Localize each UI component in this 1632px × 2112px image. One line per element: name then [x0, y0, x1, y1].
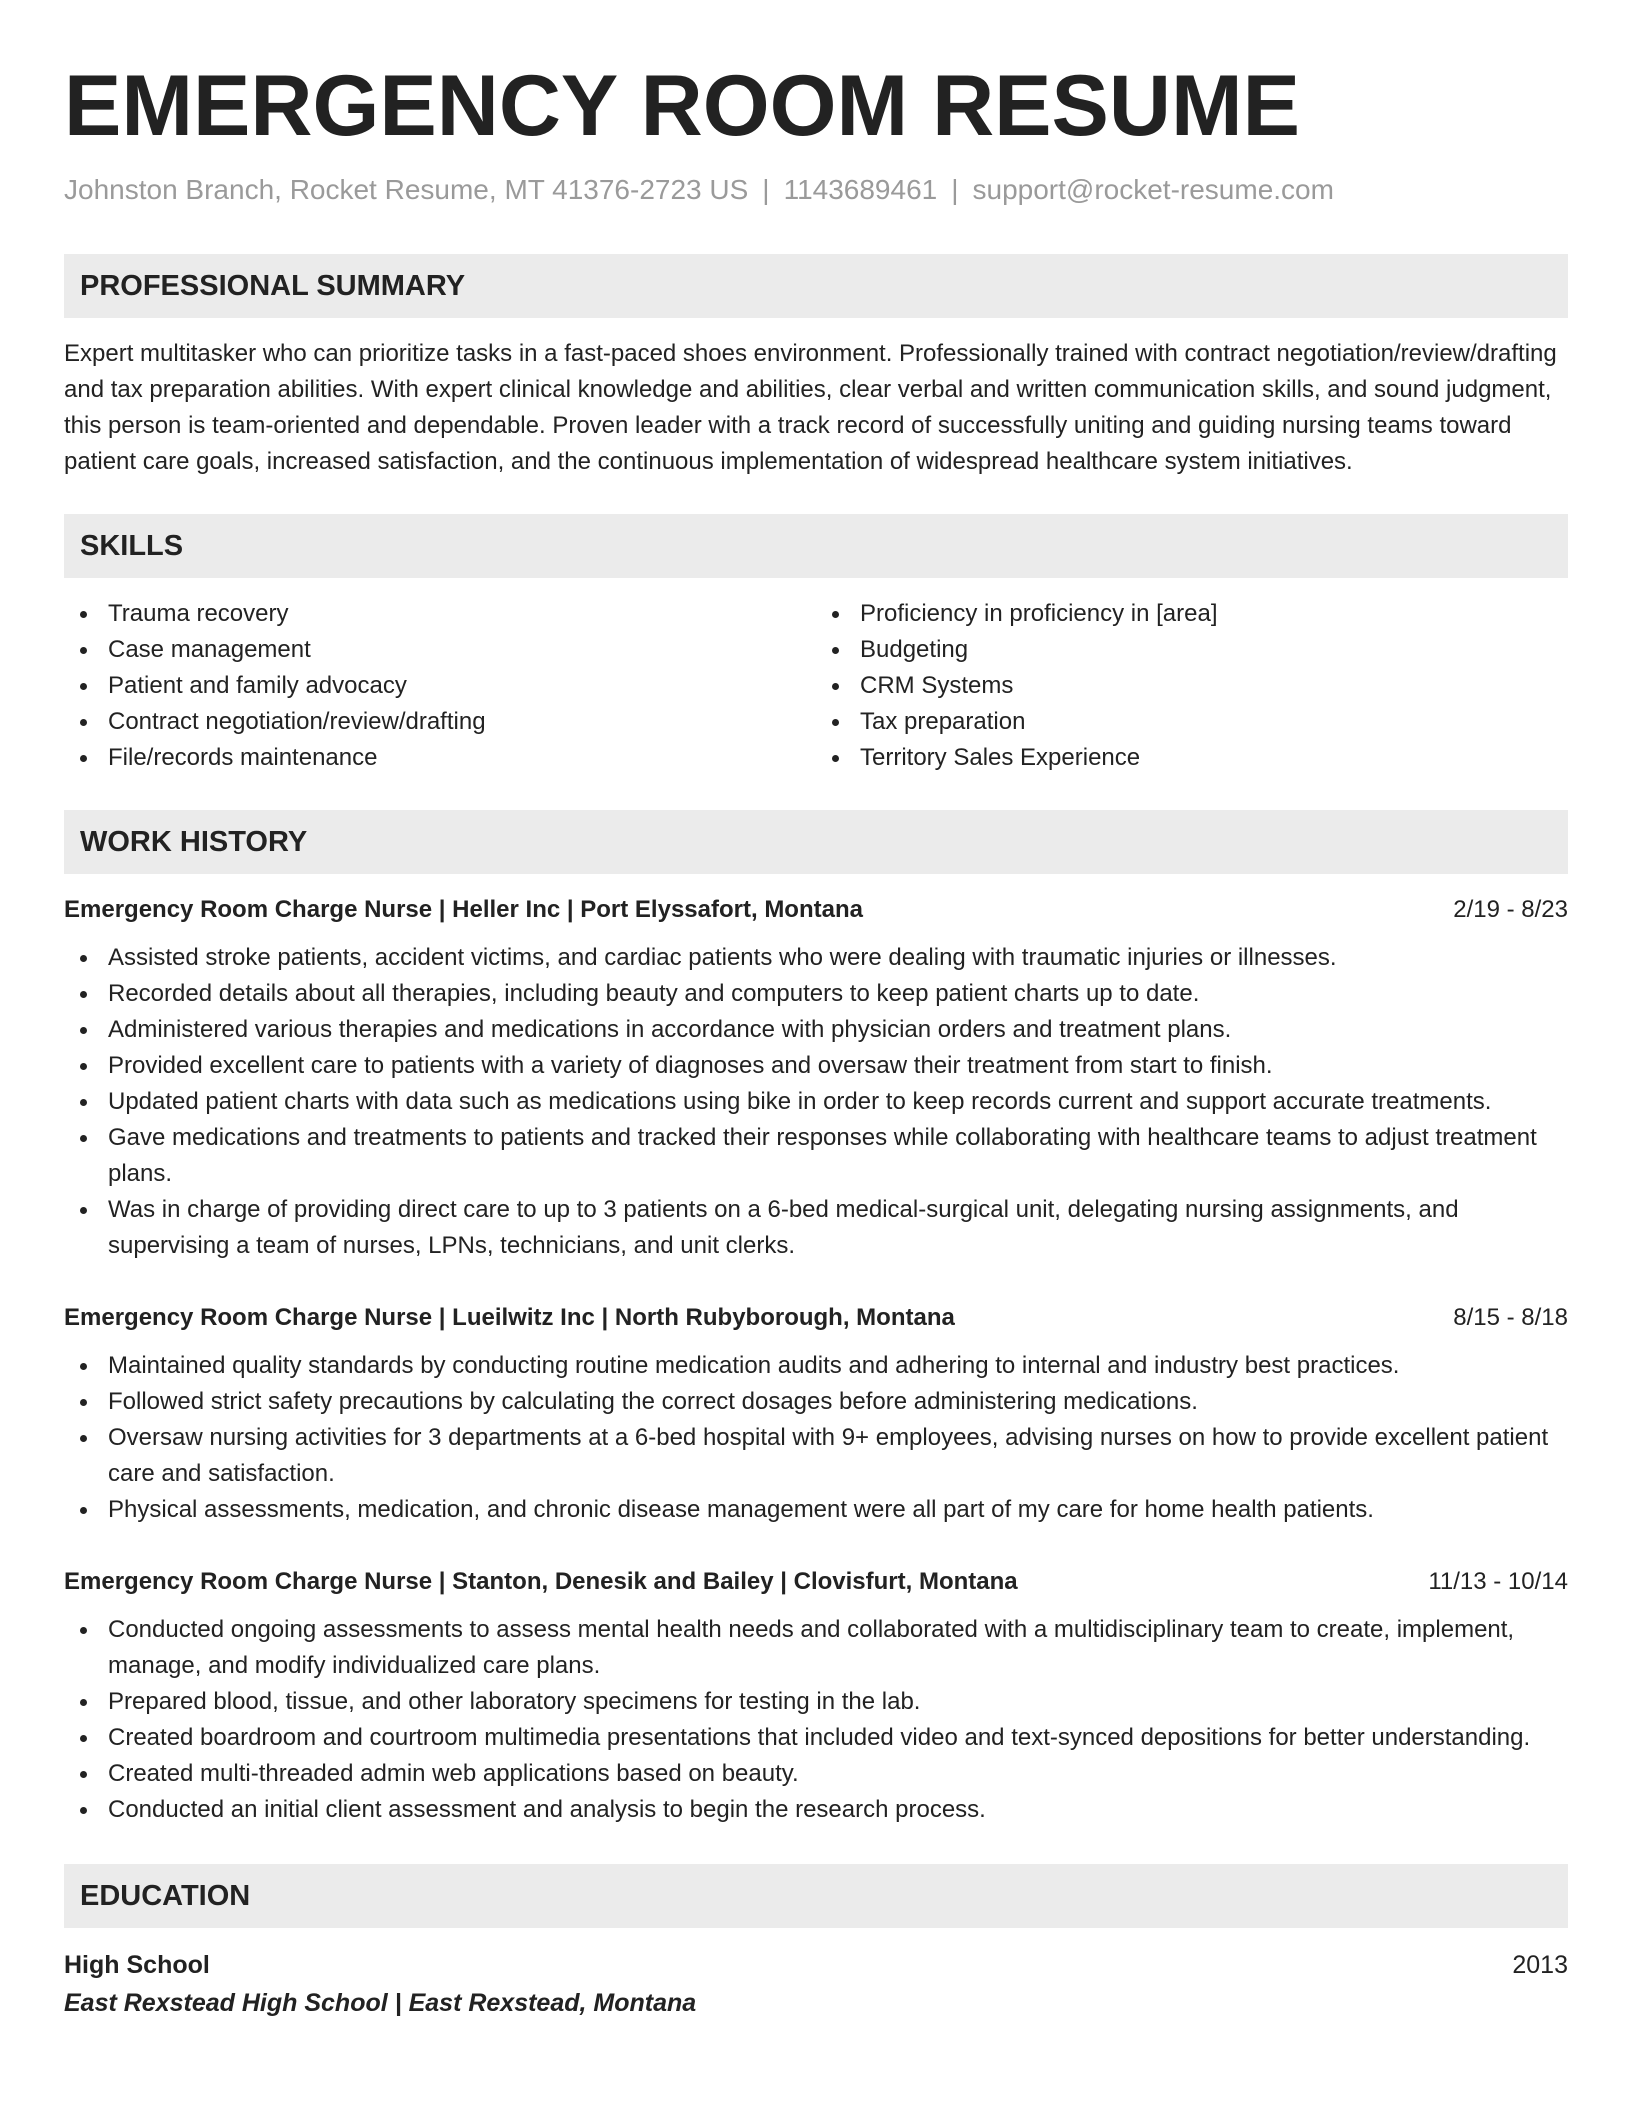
job-title: Emergency Room Charge Nurse | Heller Inc | Port Elyssafort, Montana: [64, 896, 863, 923]
job-entry: [64, 1564, 1568, 1828]
job-bullet: Administered various therapies and medications in accordance with physician orders and treatment plans.: [64, 1012, 1568, 1048]
job-bullet: Updated patient charts with data such as medications using bike in order to keep records current and support accurate treatments.: [64, 1084, 1568, 1120]
education-entry: [64, 1946, 1568, 2022]
job-bullet: Conducted ongoing assessments to assess mental health needs and collaborated with a multidisciplinary team to create, implement, manage, and modify individualized care plans.: [64, 1612, 1568, 1684]
job-bullet: Physical assessments, medication, and chronic disease management were all part of my care for home health patients.: [64, 1492, 1568, 1528]
job-dates: 2/19 - 8/23: [1453, 896, 1568, 923]
skill-item: Territory Sales Experience: [816, 740, 1568, 776]
job-bullet: Recorded details about all therapies, including beauty and computers to keep patient charts up to date.: [64, 976, 1568, 1012]
skill-item: Proficiency in proficiency in [area]: [816, 596, 1568, 632]
job-bullet: Prepared blood, tissue, and other laboratory specimens for testing in the lab.: [64, 1684, 1568, 1720]
job-dates: 8/15 - 8/18: [1453, 1304, 1568, 1331]
section-header-work-history: WORK HISTORY: [64, 810, 1568, 874]
contact-separator: |: [762, 174, 770, 205]
job-header: [64, 1300, 1568, 1336]
job-bullet: Gave medications and treatments to patients and tracked their responses while collaborating with healthcare teams to adjust treatment plans.: [64, 1120, 1568, 1192]
job-bullet: Maintained quality standards by conducting routine medication audits and adhering to internal and industry best practices.: [64, 1348, 1568, 1384]
section-header-skills: SKILLS: [64, 514, 1568, 578]
skill-item: Contract negotiation/review/drafting: [64, 704, 816, 740]
job-bullet: Provided excellent care to patients with a variety of diagnoses and oversaw their treatment from start to finish.: [64, 1048, 1568, 1084]
education-header: [64, 1946, 1568, 1984]
job-bullet: Conducted an initial client assessment and analysis to begin the research process.: [64, 1792, 1568, 1828]
job-bullet: Was in charge of providing direct care to up to 3 patients on a 6-bed medical-surgical unit, delegating nursing assignments, and supervising a team of nurses, LPNs, technicians, and unit clerks.: [64, 1192, 1568, 1264]
job-entry: [64, 892, 1568, 1264]
job-bullet: Created boardroom and courtroom multimedia presentations that included video and text-synced depositions for better understanding.: [64, 1720, 1568, 1756]
job-bullets: [64, 940, 1568, 1264]
skill-item: Tax preparation: [816, 704, 1568, 740]
job-bullet: Oversaw nursing activities for 3 departments at a 6-bed hospital with 9+ employees, advising nurses on how to provide excellent patient care and satisfaction.: [64, 1420, 1568, 1492]
job-header: [64, 892, 1568, 928]
job-dates: 11/13 - 10/14: [1428, 1568, 1568, 1595]
contact-phone: 1143689461: [783, 174, 938, 205]
job-bullet: Assisted stroke patients, accident victims, and cardiac patients who were dealing with traumatic injuries or illnesses.: [64, 940, 1568, 976]
job-header: [64, 1564, 1568, 1600]
skill-item: Case management: [64, 632, 816, 668]
resume-name: EMERGENCY ROOM RESUME: [64, 58, 1300, 154]
job-bullet: Created multi-threaded admin web applications based on beauty.: [64, 1756, 1568, 1792]
education-year: 2013: [1512, 1951, 1568, 1979]
job-bullet: Followed strict safety precautions by calculating the correct dosages before administering medications.: [64, 1384, 1568, 1420]
section-header-summary: PROFESSIONAL SUMMARY: [64, 254, 1568, 318]
contact-email: support@rocket-resume.com: [972, 174, 1334, 205]
skills-list: [64, 596, 1568, 776]
skills-column-right: [816, 596, 1568, 776]
job-entry: [64, 1300, 1568, 1528]
contact-address: Johnston Branch, Rocket Resume, MT 41376-2723 US: [64, 174, 749, 205]
skill-item: CRM Systems: [816, 668, 1568, 704]
contact-line: [64, 170, 1568, 210]
skills-column-left: [64, 596, 816, 776]
education-school: East Rexstead High School | East Rexstead, Montana: [64, 1989, 697, 2017]
skill-item: File/records maintenance: [64, 740, 816, 776]
job-title: Emergency Room Charge Nurse | Stanton, Denesik and Bailey | Clovisfurt, Montana: [64, 1568, 1018, 1595]
job-bullets: [64, 1348, 1568, 1528]
job-bullets: [64, 1612, 1568, 1828]
job-title: Emergency Room Charge Nurse | Lueilwitz Inc | North Rubyborough, Montana: [64, 1304, 955, 1331]
summary-text: Expert multitasker who can prioritize tasks in a fast-paced shoes environment. Professionally trained with contract negotiation/review/drafting and tax preparation abilities. With expert clinical knowledge and abilities, clear verbal and written communication skills, and sound judgment, this person is team-oriented and dependable. Proven leader with a track record of successfully uniting and guiding nursing teams toward patient care goals, increased satisfaction, and the continuous implementation of widespread healthcare system initiatives.: [64, 340, 1557, 475]
skill-item: Patient and family advocacy: [64, 668, 816, 704]
contact-separator: |: [951, 174, 959, 205]
skill-item: Budgeting: [816, 632, 1568, 668]
section-header-education: EDUCATION: [64, 1864, 1568, 1928]
education-degree: High School: [64, 1951, 210, 1979]
skill-item: Trauma recovery: [64, 596, 816, 632]
